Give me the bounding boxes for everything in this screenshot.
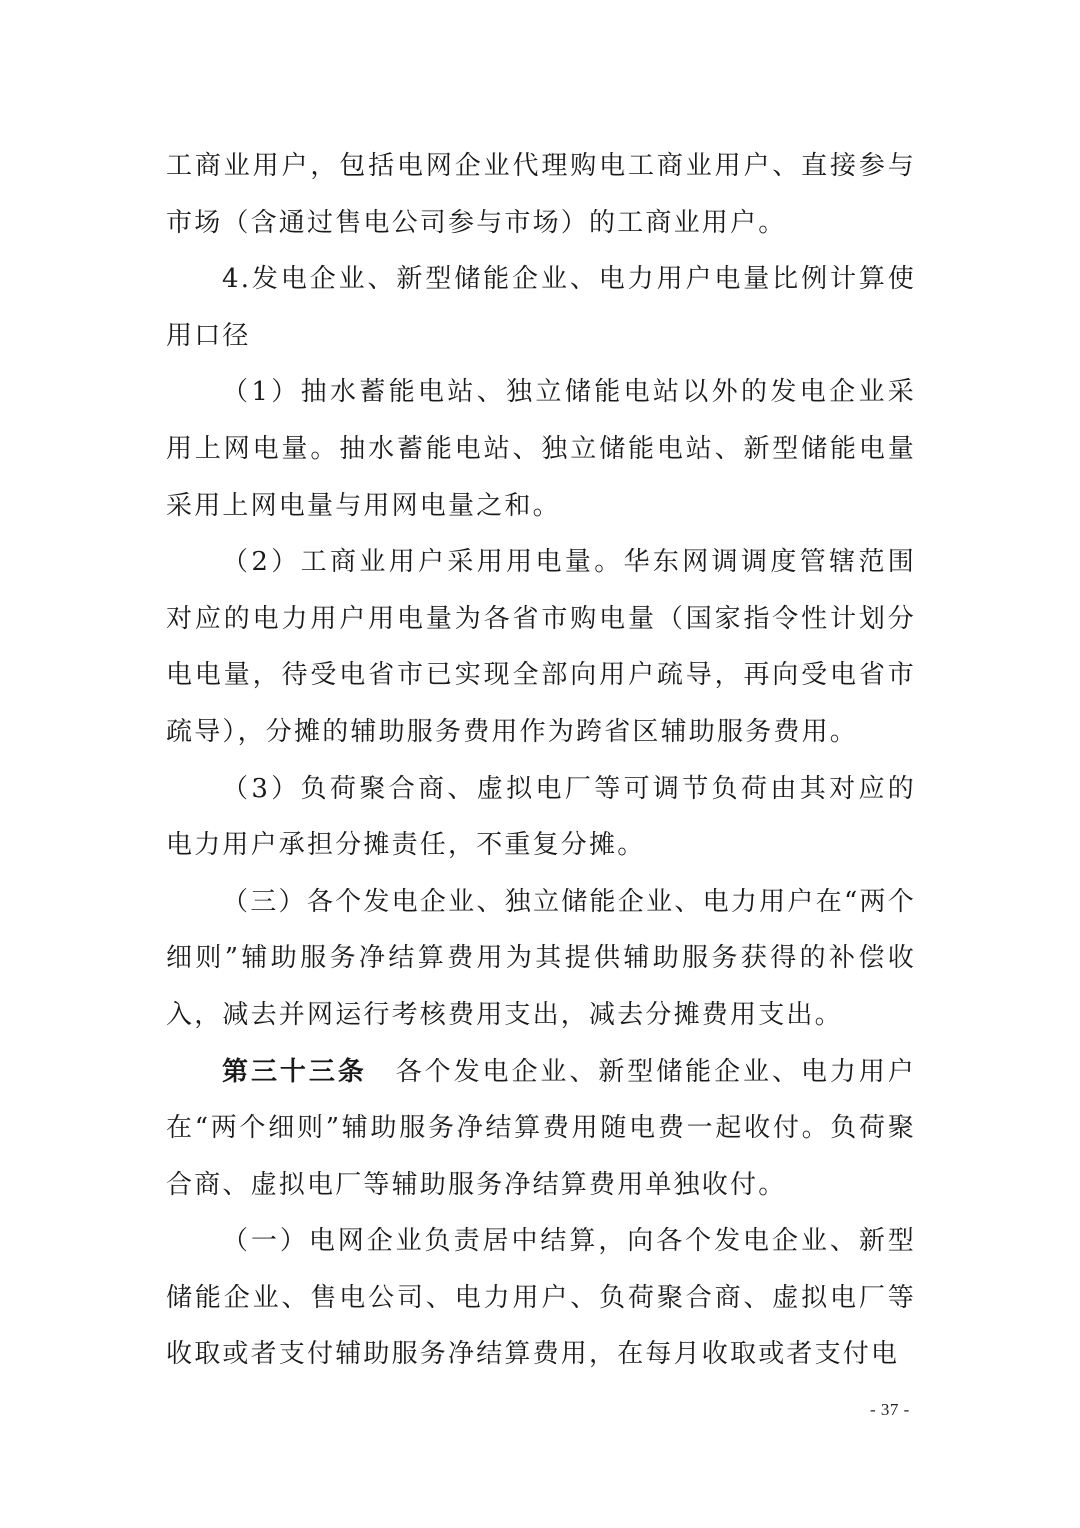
article-heading: 第三十三条	[222, 1056, 367, 1087]
paragraph-article-33	[166, 1044, 916, 1214]
paragraph-item-4: 4.发电企业、新型储能企业、电力用户电量比例计算使用口径	[166, 264, 916, 351]
paragraph-section-3: （三）各个发电企业、独立储能企业、电力用户在“两个细则”辅助服务净结算费用为其提供辅助服务获得的补偿收入，减去并网运行考核费用支出，减去分摊费用支出。	[166, 886, 916, 1030]
page-number: - 37 -	[870, 1400, 910, 1419]
article-gap	[367, 1057, 396, 1087]
paragraph-users-definition: 工商业用户，包括电网企业代理购电工商业用户、直接参与市场（含通过售电公司参与市场）的工商业用户。	[166, 151, 916, 238]
paragraph-sub-2: （2）工商业用户采用用电量。华东网调调度管辖范围对应的电力用户用电量为各省市购电量（国家指令性计划分电电量，待受电省市已实现全部向用户疏导，再向受电省市疏导），分摊的辅助服务费用作为跨省区辅助服务费用。	[166, 547, 916, 747]
document-body	[166, 138, 916, 1383]
article-text: 各个发电企业、新型储能企业、电力用户在“两个细则”辅助服务净结算费用随电费一起收付。负荷聚合商、虚拟电厂等辅助服务净结算费用单独收付。	[166, 1056, 916, 1200]
paragraph-sub-3: （3）负荷聚合商、虚拟电厂等可调节负荷由其对应的电力用户承担分摊责任，不重复分摊。	[166, 773, 916, 861]
paragraph-sub-1: （1）抽水蓄能电站、独立储能电站以外的发电企业采用上网电量。抽水蓄能电站、独立储能电站、新型储能电量采用上网电量与用网电量之和。	[166, 377, 916, 521]
paragraph-section-1: （一）电网企业负责居中结算，向各个发电企业、新型储能企业、售电公司、电力用户、负荷聚合商、虚拟电厂等收取或者支付辅助服务净结算费用，在每月收取或者支付电	[166, 1226, 916, 1370]
